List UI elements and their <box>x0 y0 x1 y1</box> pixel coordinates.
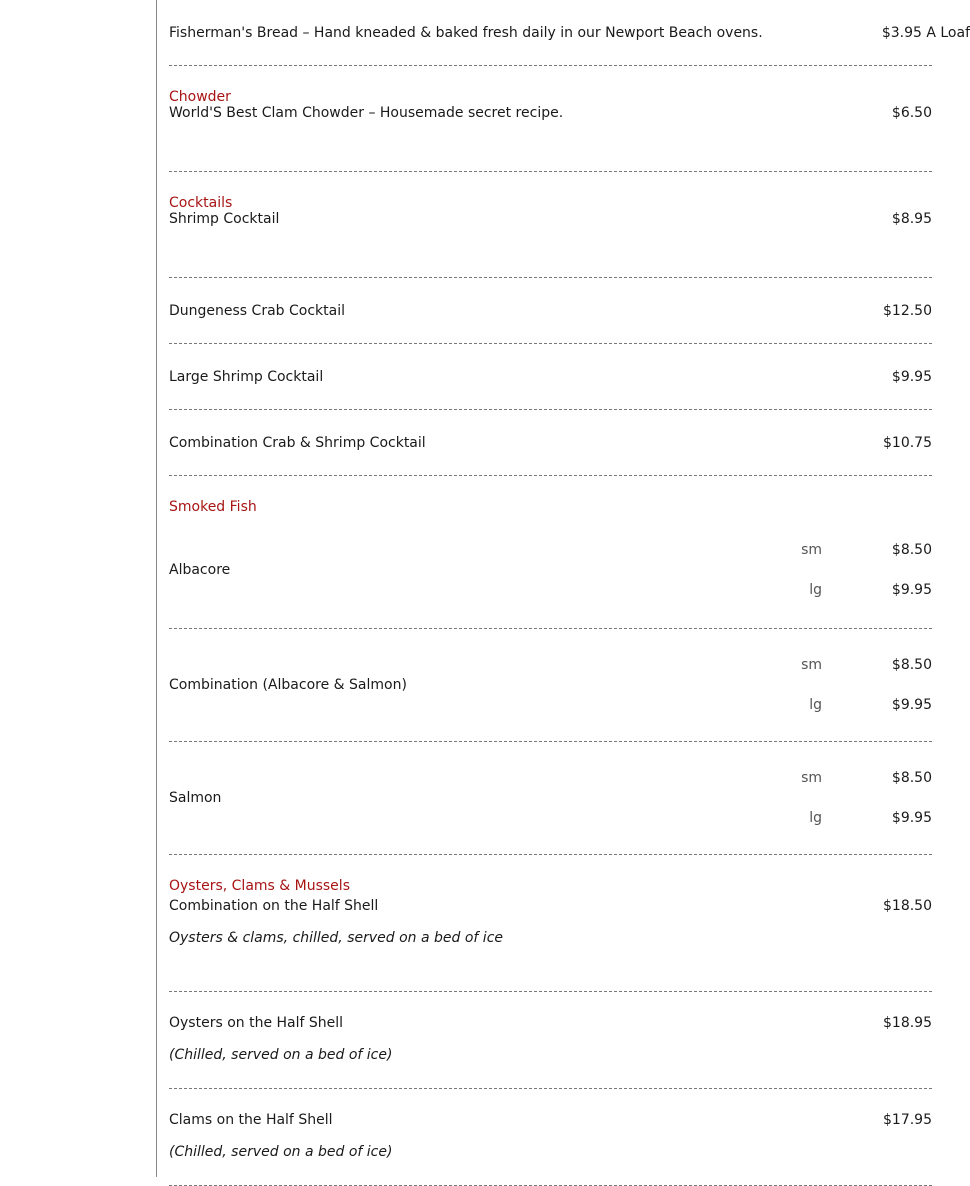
price-small: $8.50 <box>891 542 932 558</box>
size-label-large: lg <box>809 582 822 598</box>
price-large: $9.95 <box>891 582 932 598</box>
category-smoked-fish <box>169 476 932 516</box>
item-name: Large Shrimp Cocktail <box>169 369 324 385</box>
item-price: $8.95 <box>891 211 932 227</box>
item-name: World'S Best Clam Chowder – Housemade secret recipe. <box>169 105 564 121</box>
item-price: $3.95 A Loaf <box>881 25 970 41</box>
menu-item-clams-half-shell <box>169 1089 932 1186</box>
price-small: $8.50 <box>891 770 932 786</box>
item-price: $9.95 <box>891 369 932 385</box>
category-cocktails <box>169 172 932 212</box>
left-divider-line <box>156 0 157 1177</box>
category-title: Cocktails <box>169 195 233 211</box>
item-name: Albacore <box>169 562 231 578</box>
menu-list <box>169 0 970 1186</box>
item-name: Combination (Albacore & Salmon) <box>169 677 407 693</box>
item-price: $6.50 <box>891 105 932 121</box>
item-name: Oysters on the Half Shell <box>169 1015 344 1031</box>
item-name: Combination Crab & Shrimp Cocktail <box>169 435 426 451</box>
price-small: $8.50 <box>891 657 932 673</box>
size-label-large: lg <box>809 810 822 826</box>
item-price: $18.95 <box>883 1015 932 1031</box>
category-chowder <box>169 66 932 106</box>
menu-item-crab-cocktail <box>169 278 932 344</box>
item-description: (Chilled, served on a bed of ice) <box>169 1047 393 1063</box>
menu-item-salmon <box>169 742 932 855</box>
menu-item-shrimp-cocktail <box>169 212 932 278</box>
item-price: $17.95 <box>883 1112 932 1128</box>
menu-item-albacore <box>169 516 932 629</box>
category-oysters-clams-mussels <box>169 855 932 895</box>
item-name: Fisherman's Bread – Hand kneaded & baked fresh daily in our Newport Beach ovens. <box>169 25 763 41</box>
price-large: $9.95 <box>891 697 932 713</box>
item-name: Combination on the Half Shell <box>169 898 379 914</box>
menu-item-combo-half-shell <box>169 895 932 992</box>
size-label-small: sm <box>801 542 822 558</box>
menu-item-bread <box>169 0 970 66</box>
item-name: Shrimp Cocktail <box>169 211 280 227</box>
price-large: $9.95 <box>891 810 932 826</box>
size-label-small: sm <box>801 657 822 673</box>
category-title: Oysters, Clams & Mussels <box>169 878 350 894</box>
category-title: Smoked Fish <box>169 499 257 515</box>
item-price: $12.50 <box>883 303 932 319</box>
size-label-small: sm <box>801 770 822 786</box>
category-title: Chowder <box>169 89 231 105</box>
item-name: Salmon <box>169 790 222 806</box>
menu-item-combo-crab-shrimp <box>169 410 932 476</box>
item-name: Dungeness Crab Cocktail <box>169 303 345 319</box>
item-price: $18.50 <box>883 898 932 914</box>
item-description: (Chilled, served on a bed of ice) <box>169 1144 393 1160</box>
size-label-large: lg <box>809 697 822 713</box>
menu-item-chowder <box>169 106 932 172</box>
item-price: $10.75 <box>883 435 932 451</box>
menu-item-oysters-half-shell <box>169 992 932 1089</box>
menu-item-large-shrimp-cocktail <box>169 344 932 410</box>
item-description: Oysters & clams, chilled, served on a bed of ice <box>169 930 504 946</box>
menu-item-combo-albacore-salmon <box>169 629 932 742</box>
item-name: Clams on the Half Shell <box>169 1112 333 1128</box>
